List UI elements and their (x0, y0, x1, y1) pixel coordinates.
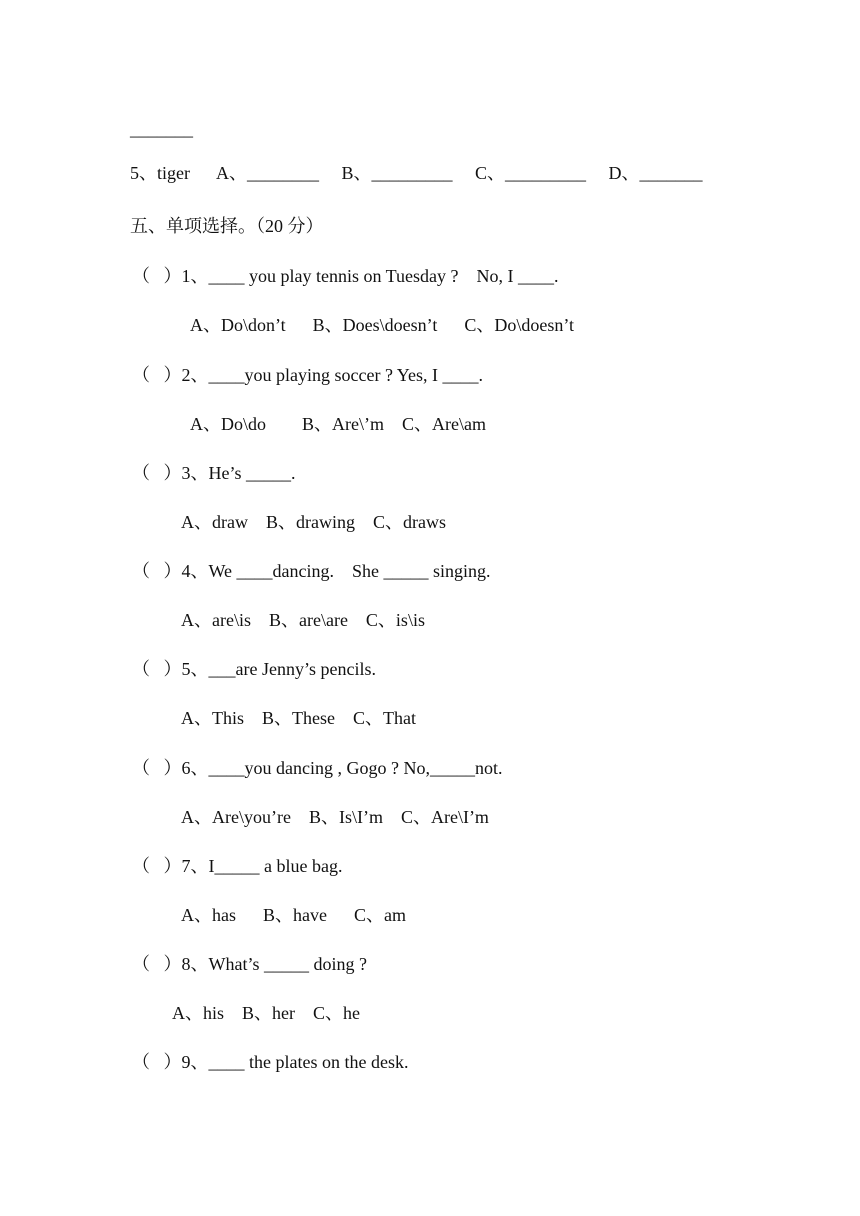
question-7-options: A、has B、have C、am (181, 905, 406, 925)
section-heading: 五、单项选择。（20 分） (130, 216, 324, 236)
question-1: （ ）1、____ you play tennis on Tuesday ? No, I ____. (132, 266, 559, 286)
question-9: （ ）9、____ the plates on the desk. (132, 1052, 409, 1072)
question-8-options: A、his B、her C、he (172, 1003, 360, 1023)
question-4-options: A、are\is B、are\are C、is\is (181, 610, 425, 630)
question-tiger: 5、tiger A、________ B、_________ C、_________ D、_______ (130, 163, 703, 183)
question-3-options: A、draw B、drawing C、draws (181, 512, 446, 532)
question-2-options: A、Do\do B、Are\’m C、Are\am (190, 414, 486, 434)
question-8: （ ）8、What’s _____ doing ? (132, 954, 367, 974)
question-5: （ ）5、___are Jenny’s pencils. (132, 659, 376, 679)
question-6: （ ）6、____you dancing , Gogo ? No,_____not. (132, 758, 503, 778)
question-1-options: A、Do\don’t B、Does\doesn’t C、Do\doesn’t (190, 315, 575, 335)
question-3: （ ）3、He’s _____. (132, 463, 296, 483)
question-7: （ ）7、I_____ a blue bag. (132, 856, 343, 876)
question-5-options: A、This B、These C、That (181, 708, 416, 728)
question-6-options: A、Are\you’re B、Is\I’m C、Are\I’m (181, 807, 489, 827)
question-4: （ ）4、We ____dancing. She _____ singing. (132, 561, 491, 581)
question-2: （ ）2、____you playing soccer ? Yes, I ____. (132, 365, 483, 385)
answer-blank-line: _______ (130, 119, 193, 139)
